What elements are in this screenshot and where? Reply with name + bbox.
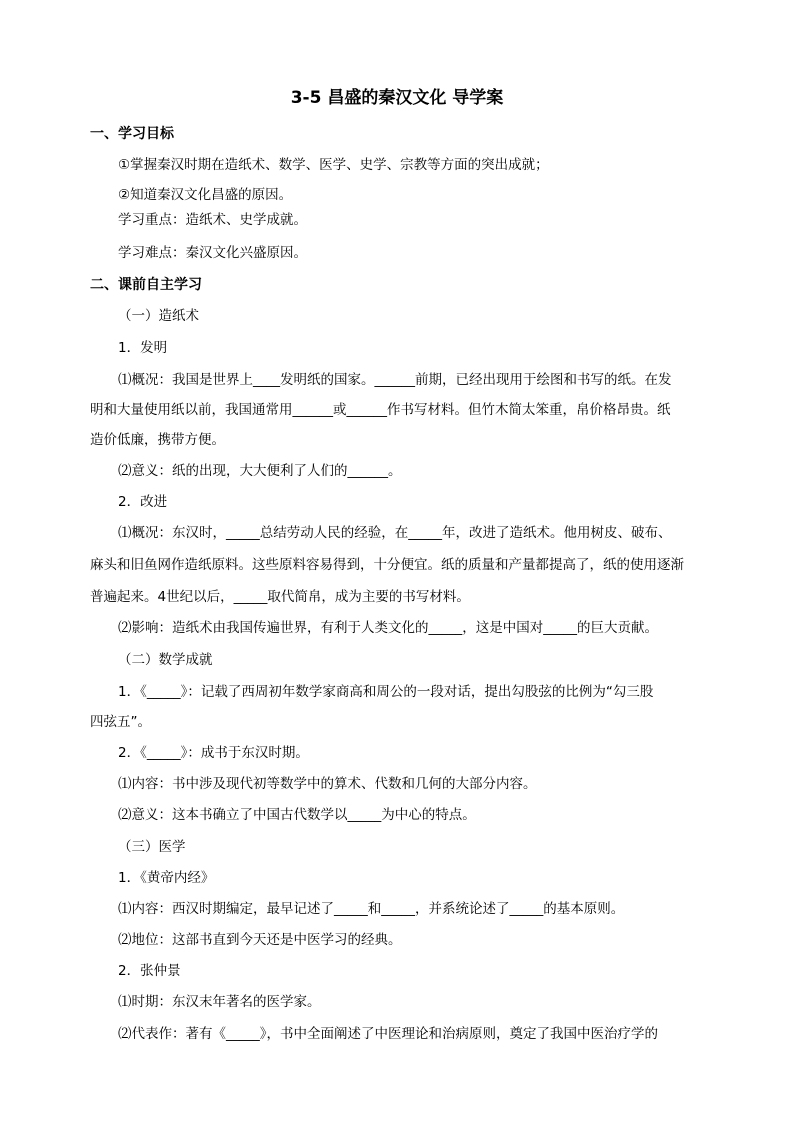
goal-item-2: ②知道秦汉文化昌盛的原因。 bbox=[118, 187, 293, 203]
math-item-1-line-1: 1．《_____》：记载了西周初年数学家商高和周公的一段对话，提出勾股弦的比例为“勾三股 bbox=[118, 684, 654, 700]
subsection-heading-math: （二）数学成就 bbox=[118, 652, 213, 668]
paper-significance: ⑵意义：纸的出现，大大便利了人们的______。 bbox=[118, 463, 402, 479]
math-significance: ⑵意义：这本书确立了中国古代数学以_____为中心的特点。 bbox=[118, 807, 476, 823]
paper-improve-line-3: 普遍起来。4世纪以后，_____取代简帛，成为主要的书写材料。 bbox=[90, 589, 470, 605]
paper-improve-heading: 2．改进 bbox=[118, 494, 168, 510]
medicine-item-1: 1．《黄帝内经》 bbox=[118, 870, 215, 886]
difficult-point: 学习难点：秦汉文化兴盛原因。 bbox=[118, 245, 307, 261]
paper-overview-line-1: ⑴概况：我国是世界上____发明纸的国家。______前期，已经出现用于绘图和书写的纸。在发 bbox=[118, 372, 672, 388]
medicine-item-2: 2．张仲景 bbox=[118, 963, 181, 979]
subsection-heading-medicine: （三）医学 bbox=[118, 839, 186, 855]
medicine-item-1-content: ⑴内容：西汉时期编定，最早记述了_____和_____，并系统论述了_____的基本原则。 bbox=[118, 901, 625, 917]
paper-improve-line-2: 麻头和旧鱼网作造纸原料。这些原料容易得到，十分便宜。纸的质量和产量都提高了，纸的使用逐渐 bbox=[90, 557, 684, 573]
goal-item-1: ①掌握秦汉时期在造纸术、数学、医学、史学、宗教等方面的突出成就； bbox=[118, 157, 549, 173]
paper-influence: ⑵影响：造纸术由我国传遍世界，有利于人类文化的_____，这是中国对_____的巨大贡献。 bbox=[118, 620, 658, 636]
page-title: 3-5 昌盛的秦汉文化 导学案 bbox=[290, 88, 504, 108]
paper-overview-line-2: 明和大量使用纸以前，我国通常用______或______作书写材料。但竹木简太笨重，帛价格昂贵。纸 bbox=[90, 402, 671, 418]
math-item-2: 2．《_____》：成书于东汉时期。 bbox=[118, 745, 309, 761]
medicine-item-1-status: ⑵地位：这部书直到今天还是中医学习的经典。 bbox=[118, 932, 402, 948]
paper-improve-line-1: ⑴概况：东汉时，_____总结劳动人民的经验，在_____年，改进了造纸术。他用树皮、破布、 bbox=[118, 525, 672, 541]
medicine-item-2-work: ⑵代表作：著有《_____》，书中全面阐述了中医理论和治病原则，奠定了我国中医治疗学的 bbox=[118, 1026, 658, 1042]
math-content: ⑴内容：书中涉及现代初等数学中的算术、代数和几何的大部分内容。 bbox=[118, 776, 537, 792]
medicine-item-2-period: ⑴时期：东汉末年著名的医学家。 bbox=[118, 994, 321, 1010]
section-heading-self-study: 二、课前自主学习 bbox=[90, 277, 202, 293]
section-heading-learning-goals: 一、学习目标 bbox=[90, 126, 174, 142]
paper-invention-heading: 1．发明 bbox=[118, 340, 168, 356]
math-item-1-line-2: 四弦五”。 bbox=[90, 714, 151, 730]
paper-overview-line-3: 造价低廉，携带方便。 bbox=[90, 432, 225, 448]
key-point: 学习重点：造纸术、史学成就。 bbox=[118, 212, 307, 228]
subsection-heading-paper: （一）造纸术 bbox=[118, 308, 199, 324]
